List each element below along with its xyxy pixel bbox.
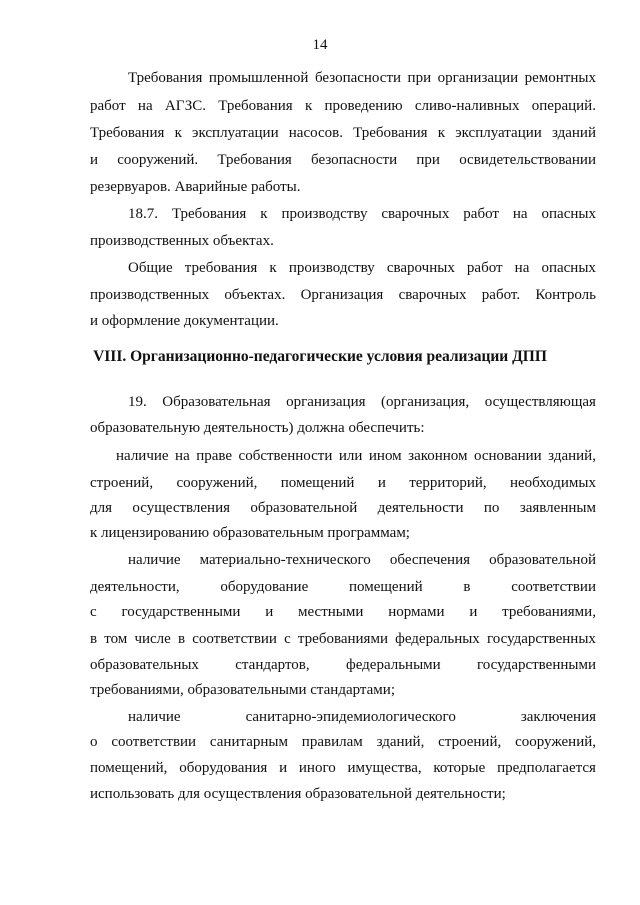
word: Образовательная bbox=[162, 394, 271, 410]
word: иного bbox=[298, 760, 336, 776]
word: зданий, bbox=[548, 448, 596, 464]
word: опасных bbox=[541, 206, 596, 222]
section-paragraph-line: использовать для осуществления образовательной деятельности; bbox=[90, 786, 506, 802]
word: Требования bbox=[218, 98, 293, 114]
section-paragraph-line bbox=[128, 708, 596, 726]
word: государственными bbox=[477, 657, 596, 673]
word: соответствии bbox=[192, 631, 277, 647]
word: требованиями bbox=[297, 631, 388, 647]
word: образовательной bbox=[250, 500, 358, 516]
word: с bbox=[90, 604, 97, 620]
word: или bbox=[338, 448, 363, 464]
paragraph-line: производственных объектах. bbox=[90, 233, 274, 249]
word: сооружений, bbox=[515, 734, 596, 750]
word: эксплуатации bbox=[455, 125, 542, 141]
section-paragraph-line bbox=[90, 656, 596, 674]
word: требования bbox=[184, 260, 258, 276]
word: промышленной bbox=[208, 70, 309, 86]
word: заявленным bbox=[519, 500, 596, 516]
word: и bbox=[469, 604, 478, 620]
word: правилам bbox=[301, 734, 363, 750]
word: санитарно-эпидемиологического bbox=[245, 709, 456, 725]
word: Требования bbox=[217, 152, 292, 168]
word: которые bbox=[433, 760, 486, 776]
word: на bbox=[512, 206, 528, 222]
word: предполагается bbox=[497, 760, 596, 776]
word: объектах. bbox=[224, 287, 286, 303]
word: федеральными bbox=[345, 657, 441, 673]
word: Контроль bbox=[535, 287, 596, 303]
word: работ bbox=[90, 98, 126, 114]
word: оборудование bbox=[220, 579, 309, 595]
word: освидетельствовании bbox=[459, 152, 596, 168]
word: сооружений, bbox=[176, 475, 258, 491]
word: безопасности bbox=[314, 70, 402, 86]
word: сварочных bbox=[398, 287, 467, 303]
word: к bbox=[269, 260, 277, 276]
paragraph-line bbox=[90, 286, 596, 304]
word: нормами bbox=[388, 604, 445, 620]
word: по bbox=[483, 500, 500, 516]
section-paragraph-line: к лицензированию образовательным программам; bbox=[90, 525, 410, 541]
section-paragraph-line bbox=[90, 603, 596, 621]
word: работ. bbox=[481, 287, 521, 303]
section-paragraph-line bbox=[128, 393, 596, 411]
section-paragraph-line bbox=[90, 630, 596, 648]
word: в bbox=[90, 631, 98, 647]
word: числе bbox=[134, 631, 171, 647]
word: строений, bbox=[90, 475, 154, 491]
word: АГЗС. bbox=[164, 98, 207, 114]
word: сливо-наливных bbox=[414, 98, 520, 114]
word: на bbox=[137, 98, 153, 114]
word: сварочных bbox=[386, 260, 455, 276]
word: помещений bbox=[280, 475, 355, 491]
word: имущества, bbox=[347, 760, 422, 776]
word: и bbox=[265, 604, 274, 620]
word: образовательных bbox=[90, 657, 199, 673]
section-paragraph-line: образовательную деятельность) должна обеспечить: bbox=[90, 420, 425, 436]
paragraph-line bbox=[128, 69, 596, 87]
word: Требования bbox=[90, 125, 165, 141]
word: ремонтных bbox=[524, 70, 596, 86]
paragraph-line bbox=[90, 151, 596, 169]
word: на bbox=[175, 448, 190, 464]
word: к bbox=[304, 98, 313, 114]
word: Общие bbox=[128, 260, 173, 276]
word: том bbox=[104, 631, 128, 647]
word: производственных bbox=[90, 287, 210, 303]
word: основании bbox=[474, 448, 542, 464]
word: 18.7. bbox=[128, 206, 158, 222]
word: ином bbox=[368, 448, 402, 464]
section-paragraph-line bbox=[90, 733, 596, 751]
word: организации bbox=[437, 70, 519, 86]
word: Требования bbox=[353, 125, 428, 141]
word: к bbox=[174, 125, 182, 141]
word: для bbox=[90, 500, 113, 516]
section-paragraph-line bbox=[128, 551, 596, 569]
word: санитарным bbox=[209, 734, 288, 750]
word: зданий, bbox=[376, 734, 425, 750]
word: о bbox=[90, 734, 98, 750]
word: на bbox=[514, 260, 530, 276]
section-paragraph-line bbox=[116, 447, 596, 465]
word: операций. bbox=[531, 98, 596, 114]
word: и bbox=[377, 475, 386, 491]
word: к bbox=[260, 206, 268, 222]
word: Организация bbox=[300, 287, 384, 303]
word: территорий, bbox=[409, 475, 487, 491]
section-paragraph-line bbox=[90, 759, 596, 777]
paragraph-line bbox=[128, 205, 596, 223]
word: сооружений. bbox=[117, 152, 199, 168]
word: государственными bbox=[121, 604, 241, 620]
word: насосов. bbox=[288, 125, 343, 141]
word: требованиями, bbox=[502, 604, 596, 620]
word: необходимых bbox=[510, 475, 596, 491]
word: эксплуатации bbox=[192, 125, 279, 141]
paragraph-line: резервуаров. Аварийные работы. bbox=[90, 179, 301, 195]
word: деятельности bbox=[377, 500, 464, 516]
page-number: 14 bbox=[312, 37, 328, 53]
word: Требования bbox=[128, 70, 203, 86]
word: сварочных bbox=[381, 206, 450, 222]
word: зданий bbox=[551, 125, 596, 141]
paragraph-line bbox=[90, 97, 596, 115]
word: производству bbox=[288, 260, 375, 276]
word: при bbox=[407, 70, 432, 86]
paragraph-line bbox=[128, 259, 596, 277]
paragraph-line bbox=[90, 124, 596, 142]
word: местными bbox=[298, 604, 364, 620]
word: наличие bbox=[116, 448, 169, 464]
word: праве bbox=[196, 448, 233, 464]
word: собственности bbox=[238, 448, 333, 464]
word: материально-технического bbox=[199, 552, 371, 568]
section-paragraph-line bbox=[90, 499, 596, 517]
word: законном bbox=[408, 448, 468, 464]
word: Требования bbox=[171, 206, 247, 222]
word: соответствии bbox=[111, 734, 197, 750]
word: образовательной bbox=[489, 552, 596, 568]
section-paragraph-line: требованиями, образовательными стандартами; bbox=[90, 682, 395, 698]
word: работ bbox=[466, 260, 503, 276]
word: в bbox=[177, 631, 186, 647]
word: опасных bbox=[541, 260, 596, 276]
word: с bbox=[284, 631, 291, 647]
paragraph-line: и оформление документации. bbox=[90, 313, 279, 329]
word: безопасности bbox=[311, 152, 398, 168]
word: к bbox=[437, 125, 446, 141]
word: помещений bbox=[348, 579, 423, 595]
word: деятельности, bbox=[90, 579, 180, 595]
word: при bbox=[416, 152, 440, 168]
word: наличие bbox=[128, 552, 181, 568]
word: федеральных bbox=[395, 631, 480, 647]
word: в bbox=[463, 579, 471, 595]
word: осуществления bbox=[132, 500, 231, 516]
word: 19. bbox=[128, 394, 147, 410]
word: соответствии bbox=[511, 579, 596, 595]
word: стандартов, bbox=[235, 657, 310, 673]
word: обеспечения bbox=[389, 552, 470, 568]
word: и bbox=[90, 152, 99, 168]
word: наличие bbox=[128, 709, 181, 725]
word: проведению bbox=[324, 98, 403, 114]
word: строений, bbox=[438, 734, 502, 750]
section-paragraph-line bbox=[90, 578, 596, 596]
word: оборудования bbox=[179, 760, 268, 776]
section-paragraph-line bbox=[90, 474, 596, 492]
word: помещений, bbox=[90, 760, 168, 776]
word: государственных bbox=[486, 631, 596, 647]
word: осуществляющая bbox=[484, 394, 596, 410]
word: (организация, bbox=[381, 394, 470, 410]
word: заключения bbox=[520, 709, 596, 725]
word: и bbox=[279, 760, 288, 776]
section-heading: VIII. Организационно-педагогические условия реализации ДПП bbox=[93, 348, 547, 365]
word: организация bbox=[286, 394, 366, 410]
word: работ bbox=[463, 206, 499, 222]
word: производству bbox=[281, 206, 368, 222]
